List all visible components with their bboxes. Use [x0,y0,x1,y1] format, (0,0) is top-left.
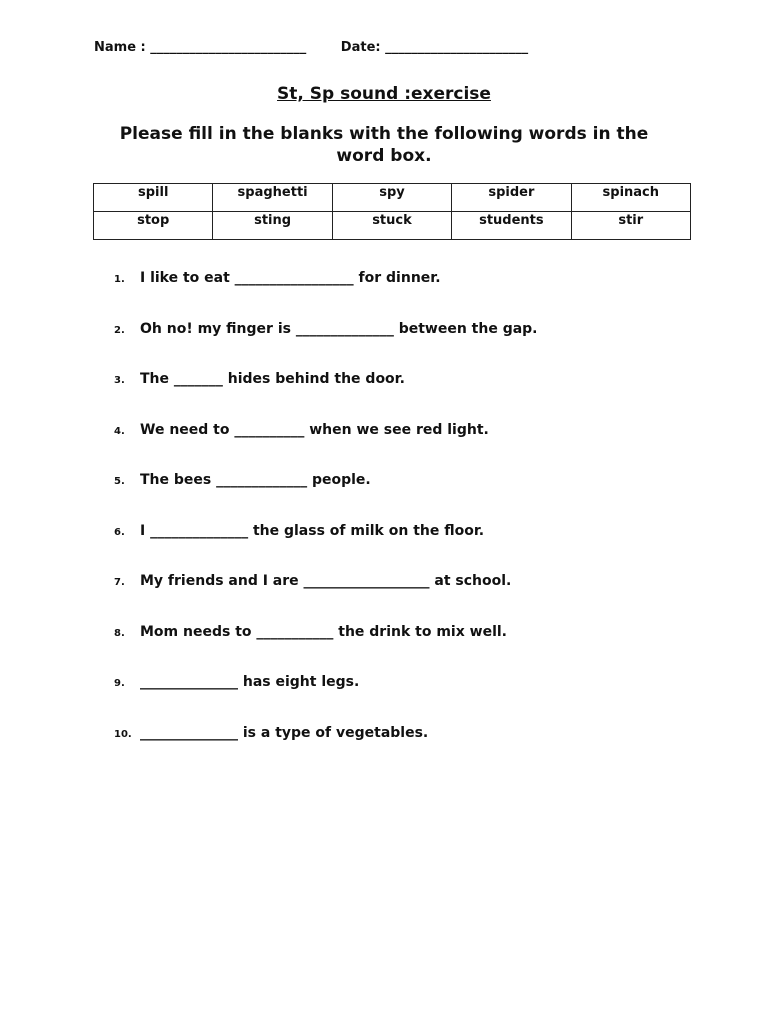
question-list [114,270,538,775]
question-number: 9. [114,678,125,689]
question-text: The _______ hides behind the door. [140,371,405,387]
question-number: 3. [114,375,125,386]
question-number: 6. [114,526,125,538]
question-number: 2. [114,324,125,336]
question-text: I ______________ the glass of milk on the floor. [140,522,485,539]
header-fields [94,40,528,55]
question-item [114,321,538,372]
worksheet-title: St, Sp sound :exercise [277,84,491,104]
word-box-row [94,184,691,212]
question-item [114,422,538,473]
word-box-cell: stuck [332,212,451,240]
question-number: 7. [114,577,125,588]
word-box-table [93,183,691,240]
date-field-label: Date: ______________________ [340,40,529,55]
question-item [114,270,538,321]
question-text: ______________ is a type of vegetables. [140,724,429,741]
question-item [114,371,538,422]
question-text: ______________ has eight legs. [140,674,360,690]
word-box-cell: spy [332,184,451,212]
question-item [114,472,538,523]
question-item [114,725,538,776]
question-number: 5. [114,476,125,487]
question-text: Oh no! my finger is ______________ between the gap. [140,320,538,337]
question-item [114,523,538,574]
question-number: 8. [114,627,125,639]
word-box-cell: students [452,212,571,240]
word-box-cell: spider [452,184,571,212]
name-field-label: Name : ________________________ [94,40,307,55]
word-box-cell: spinach [571,184,690,212]
word-box-cell: stir [571,212,690,240]
question-item [114,573,538,624]
word-box-cell: stop [94,212,213,240]
word-box-row [94,212,691,240]
question-text: We need to __________ when we see red light. [140,421,489,438]
question-text: My friends and I are __________________ at school. [140,573,512,589]
question-number: 4. [114,425,125,437]
question-number: 10. [114,728,132,740]
question-text: Mom needs to ___________ the drink to mix well. [140,623,507,640]
word-box-cell: spill [94,184,213,212]
word-box-cell: sting [213,212,332,240]
question-text: I like to eat _________________ for dinner. [140,270,441,286]
word-box-cell: spaghetti [213,184,332,212]
instructions-text: Please fill in the blanks with the following words in the word box. [119,124,649,166]
question-text: The bees _____________ people. [140,472,371,488]
question-item [114,624,538,675]
question-item [114,674,538,725]
question-number: 1. [114,274,125,285]
